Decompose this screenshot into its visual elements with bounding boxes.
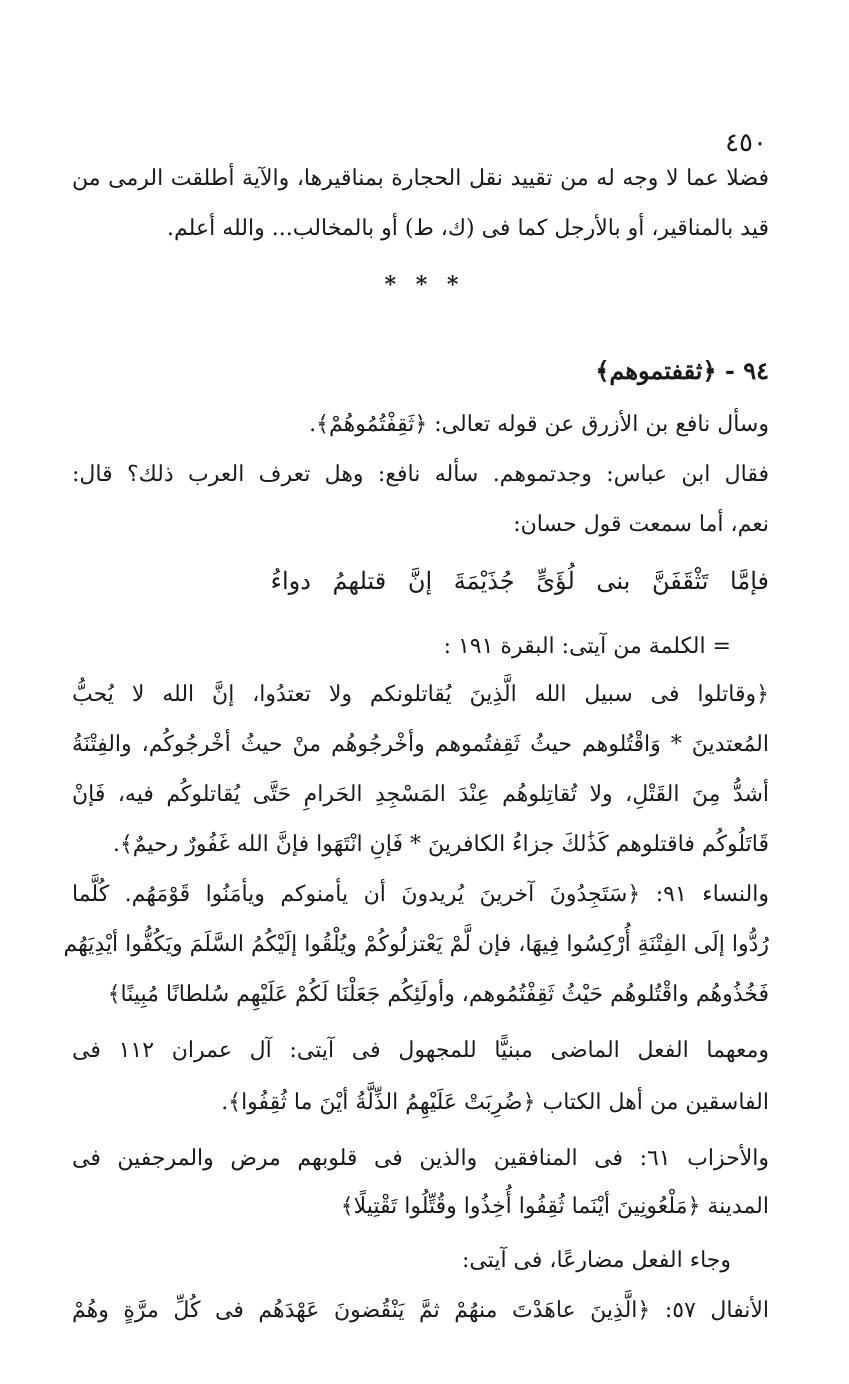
ahzab-line-1: والأحزاب ٦١: فى المنافقين والذين فى قلوبهم مرض والمرجفين فى (72, 1146, 769, 1171)
answer-line-2: نعم، أما سمعت قول حسان: (513, 512, 769, 537)
page-number: ٤٥٠ (725, 128, 767, 158)
question-line: وسأل نافع بن الأزرق عن قوله تعالى: ﴿ثَقِفْتُمُوهُمْ﴾. (309, 412, 769, 437)
mudari-line: وجاء الفعل مضارعًا، فى آيتى: (461, 1248, 731, 1273)
nisa-line-3: فَخُذُوهُم واقْتُلوهُم حَيْثُ ثَقِفْتُمُوهم، وأولَئِكُم جَعَلْنَا لَكُمْ عَلَيْهِم سُلطانًا مُبِينًا﴾ (107, 982, 769, 1007)
ahzab-line-2: المدينة ﴿مَلْعُونِينَ أيْنَما ثُقِفُوا أُخِذُوا وقُتِّلُوا تَقْتِيلًا﴾ (340, 1194, 769, 1219)
nisa-line-1: والنساء ٩١: ﴿سَتَجِدُونَ آخرينَ يُريدونَ أن يأمنوكم ويأمَنُوا قَوْمَهُم. كُلَّما (72, 882, 769, 907)
baqara-line-2: المُعتدينَ * وَاقْتُلوهم حيثُ ثَقِفتُموهم وأخْرجُوهُم منْ حيثُ أخْرجُوكُم، والفِتْنَةُ (72, 732, 769, 757)
section-separator: * * * (384, 272, 465, 298)
footnote-line: = الكلمة من آيتى: البقرة ١٩١ : (443, 634, 731, 659)
answer-line-1: فقال ابن عباس: وجدتموهم. سأله نافع: وهل تعرف العرب ذلك؟ قال: (72, 462, 769, 487)
al-imran-line-2: الفاسقين من أهل الكتاب ﴿ضُرِبَتْ عَلَيْهِمُ الذِّلَّةُ أيْنَ ما ثُقِفُوا﴾. (221, 1090, 769, 1115)
poem-verse: فإمَّا تَثْقَفَنَّ بنى لُؤَىٍّ جُذَيْمَةَ إنَّ قتلهمُ دواءُ (270, 567, 769, 595)
intro-line-2: قيد بالمناقير، أو بالأرجل كما فى (ك، ط) أو بالمخالب... والله أعلم. (167, 216, 769, 241)
intro-line-1: فضلا عما لا وجه له من تقييد نقل الحجارة بمناقيرها، والآية أطلقت الرمى من (72, 166, 769, 191)
al-imran-line-1: ومعهما الفعل الماضى مبنيًّا للمجهول فى آيتى: آل عمران ١١٢ فى (72, 1038, 769, 1063)
baqara-line-1: ﴿وقاتلوا فى سبيل الله الَّذِينَ يُقاتلونكم ولا تعتدُوا، إنَّ الله لا يُحبُّ (72, 682, 769, 707)
nisa-line-2: رُدُّوا إلَى الفِتْنَةِ أُرْكِسُوا فِيهَا، فإن لَّمْ يَعْتزلُوكُمْ ويُلْقُوا إلَيْكُمُ السَّلَمَ ويَكُفُّوا أيْدِيَهُم (63, 932, 769, 957)
section-heading: ٩٤ - ﴿ثقفتموهم﴾ (595, 356, 769, 385)
baqara-line-4: قَاتَلُوكُم فاقتلوهم كَذَٰلكَ جزاءُ الكافرينَ * فَإنِ انْتَهَوا فإنَّ الله غَفُورٌ رحيمٌ﴾. (112, 832, 769, 857)
baqara-line-3: أشدُّ مِنَ القَتْلِ، ولا تُقاتِلوهُم عِنْدَ المَسْجِدِ الحَرامِ حَتَّى يُقاتلوكُم فيه، فَإنْ (72, 782, 769, 807)
anfal-line-1: الأنفال ٥٧: ﴿الَّذِينَ عاهَدْتَ منهُمْ ثمَّ يَنْقُضونَ عَهْدَهُم فى كُلِّ مرَّةٍ وهُمْ (72, 1298, 770, 1323)
